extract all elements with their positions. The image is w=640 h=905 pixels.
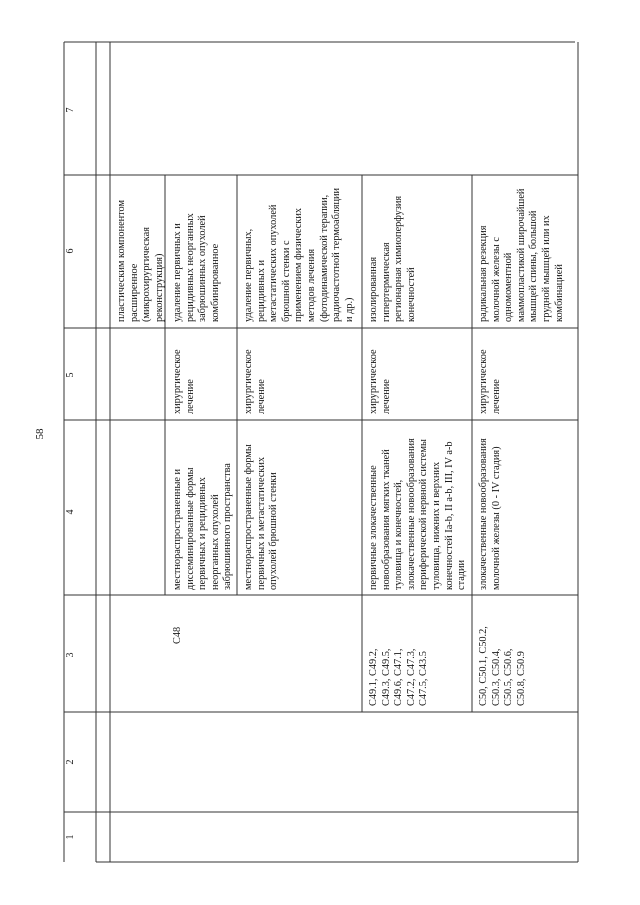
- col-header-2: 2: [65, 759, 76, 765]
- row0-method: пластическим компонентом расширенное (микрохирургическая реконструкция): [116, 199, 165, 322]
- row4-treatment: хирургическое лечение: [478, 349, 502, 414]
- row2-diagnosis: местнораспространенные формы первичных и метастатических опухолей брюшной стенки: [243, 444, 280, 590]
- row3-diagnosis: первичные злокачественные новообразования мягких тканей туловища и конечностей, злокачественные новообразования периферической нервной системы туловища, нижних и верхних конечностей Ia-b, II a-b, III, IV a-b стадии: [368, 438, 468, 590]
- row1-method: удаление первичных и рецидивных неорганных забрюшинных опухолей комбинированное: [172, 213, 221, 322]
- row1-icd-code: C48: [172, 626, 183, 644]
- col-header-4: 4: [65, 509, 76, 515]
- col-header-6: 6: [65, 248, 76, 254]
- row4-diagnosis: злокачественные новообразования молочной железы (0 - IV стадия): [478, 438, 502, 590]
- row2-treatment: хирургическое лечение: [243, 349, 267, 414]
- row3-icd-code: C49.1, C49.2, C49.3, C49.5, C49.6, C47.1, C47.2, C47.3, C47.5, C43.5: [368, 648, 430, 706]
- row4-method: радикальная резекция молочной железы с одномоментной маммопластикой широчайшей мышцей спины, большой грудной мышцей или их комбинацией: [478, 188, 565, 322]
- col-header-5: 5: [65, 372, 76, 378]
- row3-treatment: хирургическое лечение: [368, 349, 392, 414]
- row1-diagnosis: местнораспространенные и диссеминированные формы первичных и рецидивных неорганных опухолей забрюшинного пространства: [172, 463, 234, 590]
- page-number: 58: [34, 428, 46, 440]
- col-header-3: 3: [65, 652, 76, 658]
- row2-method: удаление первичных, рецидивных и метастатических опухолей брюшной стенки с применением физических методов лечения (фотодинамической терапии, радиочастотной термоабляции и др.): [243, 188, 355, 322]
- col-header-7: 7: [65, 107, 76, 113]
- row1-treatment: хирургическое лечение: [172, 349, 196, 414]
- row4-icd-code: C50, C50.1, C50.2, C50.3, C50.4, C50.5, C50.6, C50.8, C50.9: [478, 626, 527, 706]
- col-header-1: 1: [65, 834, 76, 840]
- row3-method: изолированная гипертермическая регионарная химиоперфузия конечностей: [368, 195, 417, 322]
